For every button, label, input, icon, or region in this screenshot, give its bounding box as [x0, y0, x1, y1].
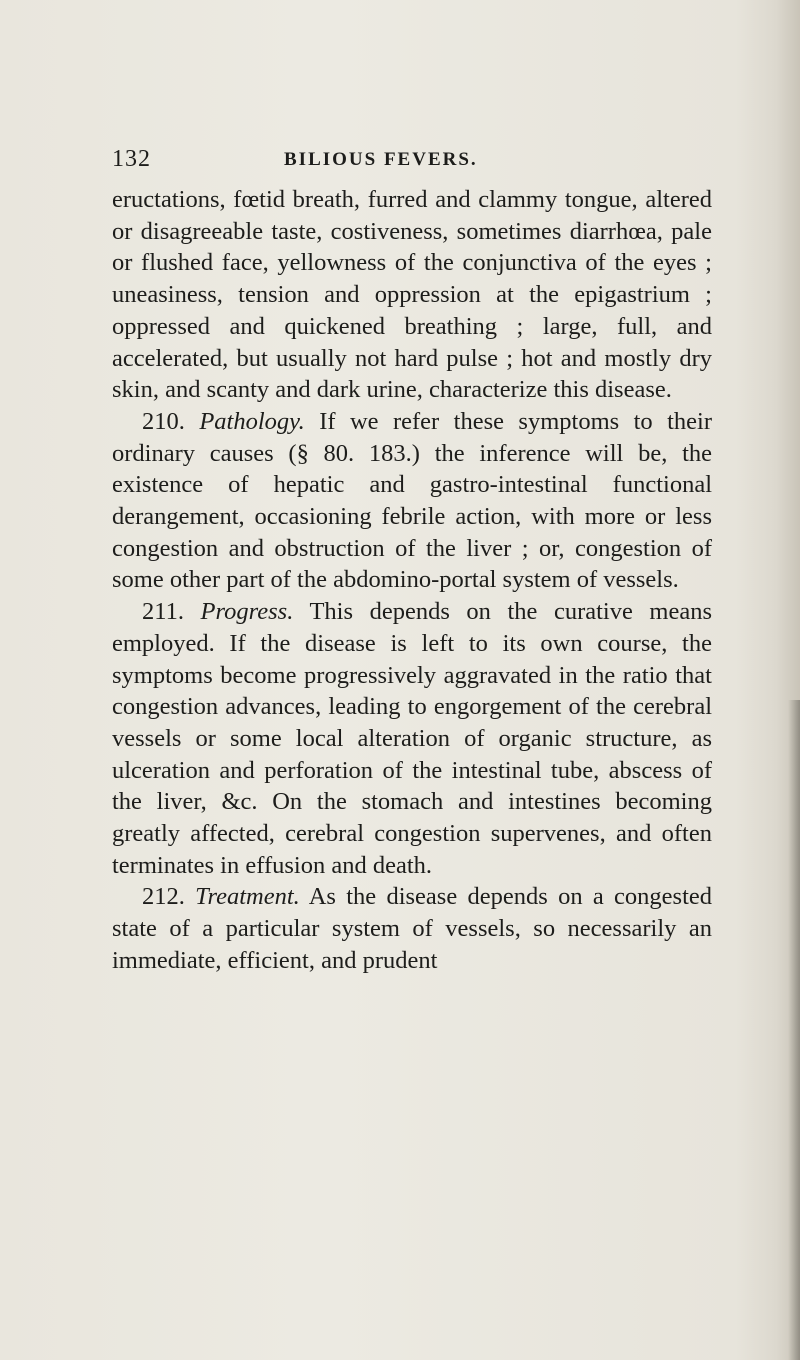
paragraph-text: If we refer these symptoms to their ordinary causes (§ 80. 183.) the inference will be, the existence of hepatic and gastro-intestinal functional derangement, occasioning febrile action, with more or less congestion and obstruction of the liver ; or, congestion of some other part of the abdomino-portal system of vessels.: [112, 407, 712, 594]
page-header-title: BILIOUS FEVERS.: [284, 149, 478, 170]
running-head: [112, 146, 732, 176]
paragraph-treatment: [112, 881, 712, 976]
paragraph-progress: [112, 596, 712, 881]
section-title-treatment: Treatment.: [195, 883, 300, 911]
section-title-pathology: Pathology.: [199, 407, 305, 435]
paragraph-pathology: [112, 406, 712, 596]
page-number: 132: [112, 146, 151, 172]
page-edge-shadow: [788, 700, 800, 1360]
paragraph-text: This depends on the curative means employed. If the disease is left to its own course, the symptoms become progressively aggravated in the ratio that congestion advances, leading to engorgement of the cerebral vessels or some local alteration of organic structure, as ulceration and perforation of the intestinal tube, abscess of the liver, &c. On the stomach and intestines becoming greatly affected, cerebral congestion supervenes, and often terminates in effusion and death.: [112, 598, 712, 879]
body-text: [112, 184, 712, 977]
paragraph-text: As the disease depends on a congested state of a particular system of vessels, so necessarily an immediate, efficient, and prudent: [112, 883, 713, 974]
section-number: 211.: [142, 598, 184, 626]
paragraph-continuation: [112, 184, 712, 406]
section-number: 210.: [142, 407, 185, 435]
section-number: 212.: [142, 883, 185, 911]
paragraph-text: eructations, fœtid breath, furred and clammy tongue, altered or disagreeable taste, costiveness, sometimes diarrhœa, pale or flushed face, yellowness of the conjunctiva of the eyes ; uneasiness, tension and oppression at the epigastrium ; oppressed and quickened breathing ; large, full, and accelerated, but usually not hard pulse ; hot and mostly dry skin, and scanty and dark urine, characterize this disease.: [112, 186, 712, 404]
section-title-progress: Progress.: [200, 598, 294, 626]
